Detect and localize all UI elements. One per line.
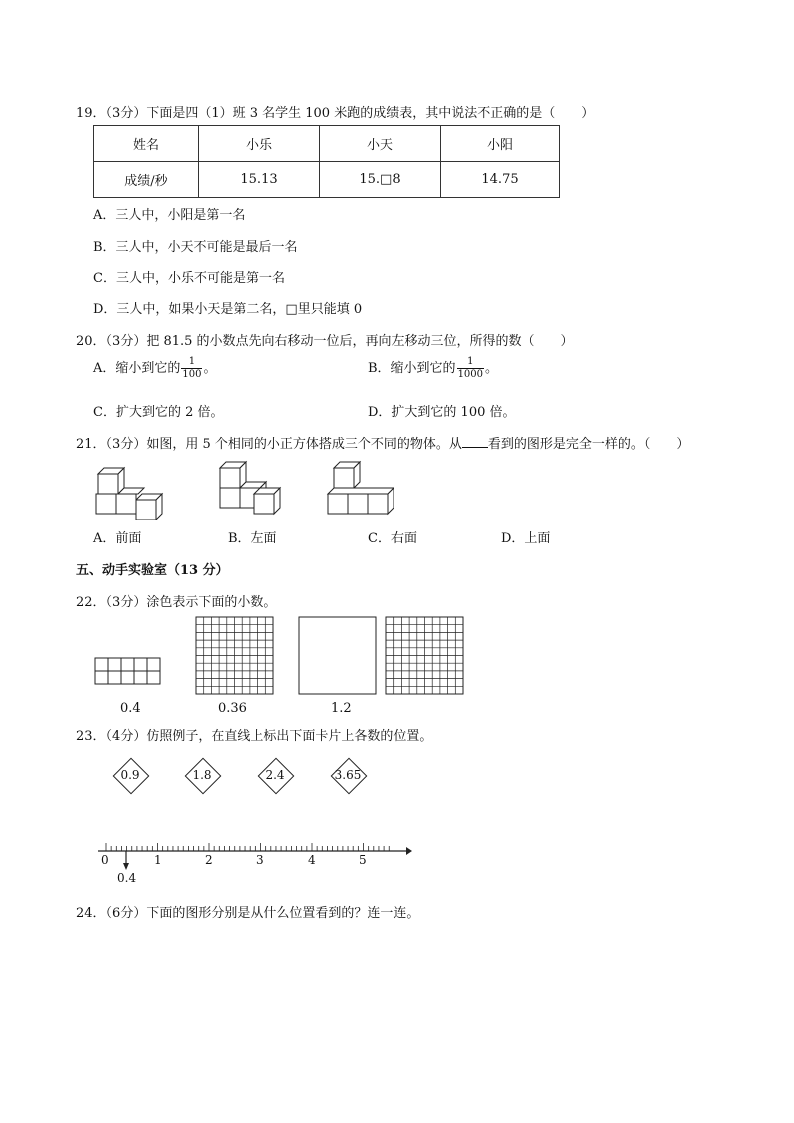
q22-text: 22．（3分）涂色表示下面的小数。 — [76, 595, 277, 610]
q21-option-a[interactable]: A．前面 — [93, 531, 142, 546]
q21-text — [76, 433, 689, 452]
axis-label: 1 — [154, 853, 162, 867]
table-cell: 15.□8 — [320, 162, 441, 198]
q19-option-c[interactable]: C．三人中，小乐不可能是第一名 — [93, 271, 285, 286]
table-cell: 15.13 — [199, 162, 320, 198]
q20-option-a-prefix: A．缩小到它的 — [93, 361, 181, 376]
card-value: 3.65 — [334, 768, 362, 782]
answer-blank[interactable] — [462, 435, 488, 448]
table-row — [94, 126, 560, 162]
table-row — [94, 162, 560, 198]
axis-label: 4 — [308, 853, 316, 867]
axis-label: 3 — [256, 853, 264, 867]
cube-figure-3 — [328, 462, 394, 514]
q21-text-after: 看到的图形是完全一样的。（ ） — [487, 437, 690, 452]
fraction-denominator: 100 — [182, 369, 202, 380]
section-title: 五、动手实验室（13 分） — [76, 563, 229, 578]
q19-text: 19．（3分）下面是四（1）班 3 名学生 100 米跑的成绩表，其中说法不正确的是（ ） — [76, 106, 595, 121]
q21-option-b[interactable]: B．左面 — [228, 531, 277, 546]
q21-option-c[interactable]: C．右面 — [368, 531, 417, 546]
grid-10x10[interactable] — [196, 617, 273, 694]
grid-label: 0.36 — [218, 701, 247, 716]
table-header-cell: 小乐 — [199, 126, 320, 162]
grid-label: 1.2 — [331, 701, 352, 716]
table-cell: 成绩/秒 — [94, 162, 199, 198]
table-header-cell: 小天 — [320, 126, 441, 162]
q20-option-c[interactable]: C．扩大到它的 2 倍。 — [93, 405, 224, 420]
card-value: 2.4 — [265, 768, 285, 782]
q20-option-a[interactable] — [93, 356, 217, 381]
fraction-numerator: 1 — [457, 356, 484, 369]
cube-figure-1 — [96, 468, 162, 520]
fraction — [181, 356, 202, 381]
axis-label: 2 — [205, 853, 213, 867]
cube-figure-2 — [220, 462, 280, 514]
table-header-cell: 小阳 — [441, 126, 560, 162]
whole-square[interactable] — [299, 617, 376, 694]
q19-option-d[interactable]: D．三人中，如果小天是第二名，□里只能填 0 — [93, 302, 363, 317]
score-table — [93, 125, 560, 198]
example-value: 0.4 — [117, 871, 137, 885]
axis-label: 5 — [359, 853, 367, 867]
q21-text-before: 21．（3分）如图，用 5 个相同的小正方体搭成三个不同的物体。从 — [76, 437, 462, 452]
q19-option-b[interactable]: B．三人中，小天不可能是最后一名 — [93, 240, 298, 255]
grid-label: 0.4 — [120, 701, 141, 716]
fraction-numerator: 1 — [181, 356, 202, 369]
q20-option-b-suffix: 。 — [485, 361, 499, 376]
q20-option-b[interactable] — [368, 356, 498, 381]
q20-text: 20．（3分）把 81.5 的小数点先向右移动一位后，再向左移动三位，所得的数（ ） — [76, 334, 574, 349]
q20-option-a-suffix: 。 — [203, 361, 217, 376]
q24-text: 24．（6分）下面的图形分别是从什么位置看到的？连一连。 — [76, 906, 420, 921]
q20-option-d[interactable]: D．扩大到它的 100 倍。 — [368, 405, 516, 420]
q21-option-d[interactable]: D．上面 — [501, 531, 551, 546]
q20-option-b-prefix: B．缩小到它的 — [368, 361, 456, 376]
table-header-cell: 姓名 — [94, 126, 199, 162]
axis-label: 0 — [101, 853, 109, 867]
table-cell: 14.75 — [441, 162, 560, 198]
grid-1x5[interactable] — [95, 658, 160, 684]
q23-text: 23．（4分）仿照例子，在直线上标出下面卡片上各数的位置。 — [76, 729, 433, 744]
cube-figures — [94, 460, 394, 520]
q19-option-a[interactable]: A．三人中，小阳是第一名 — [93, 208, 246, 223]
card-value: 0.9 — [120, 768, 140, 782]
decimal-grids — [94, 615, 466, 697]
fraction — [457, 356, 484, 381]
grid-10x10[interactable] — [386, 617, 463, 694]
card-value: 1.8 — [192, 768, 212, 782]
fraction-denominator: 1000 — [457, 369, 484, 380]
